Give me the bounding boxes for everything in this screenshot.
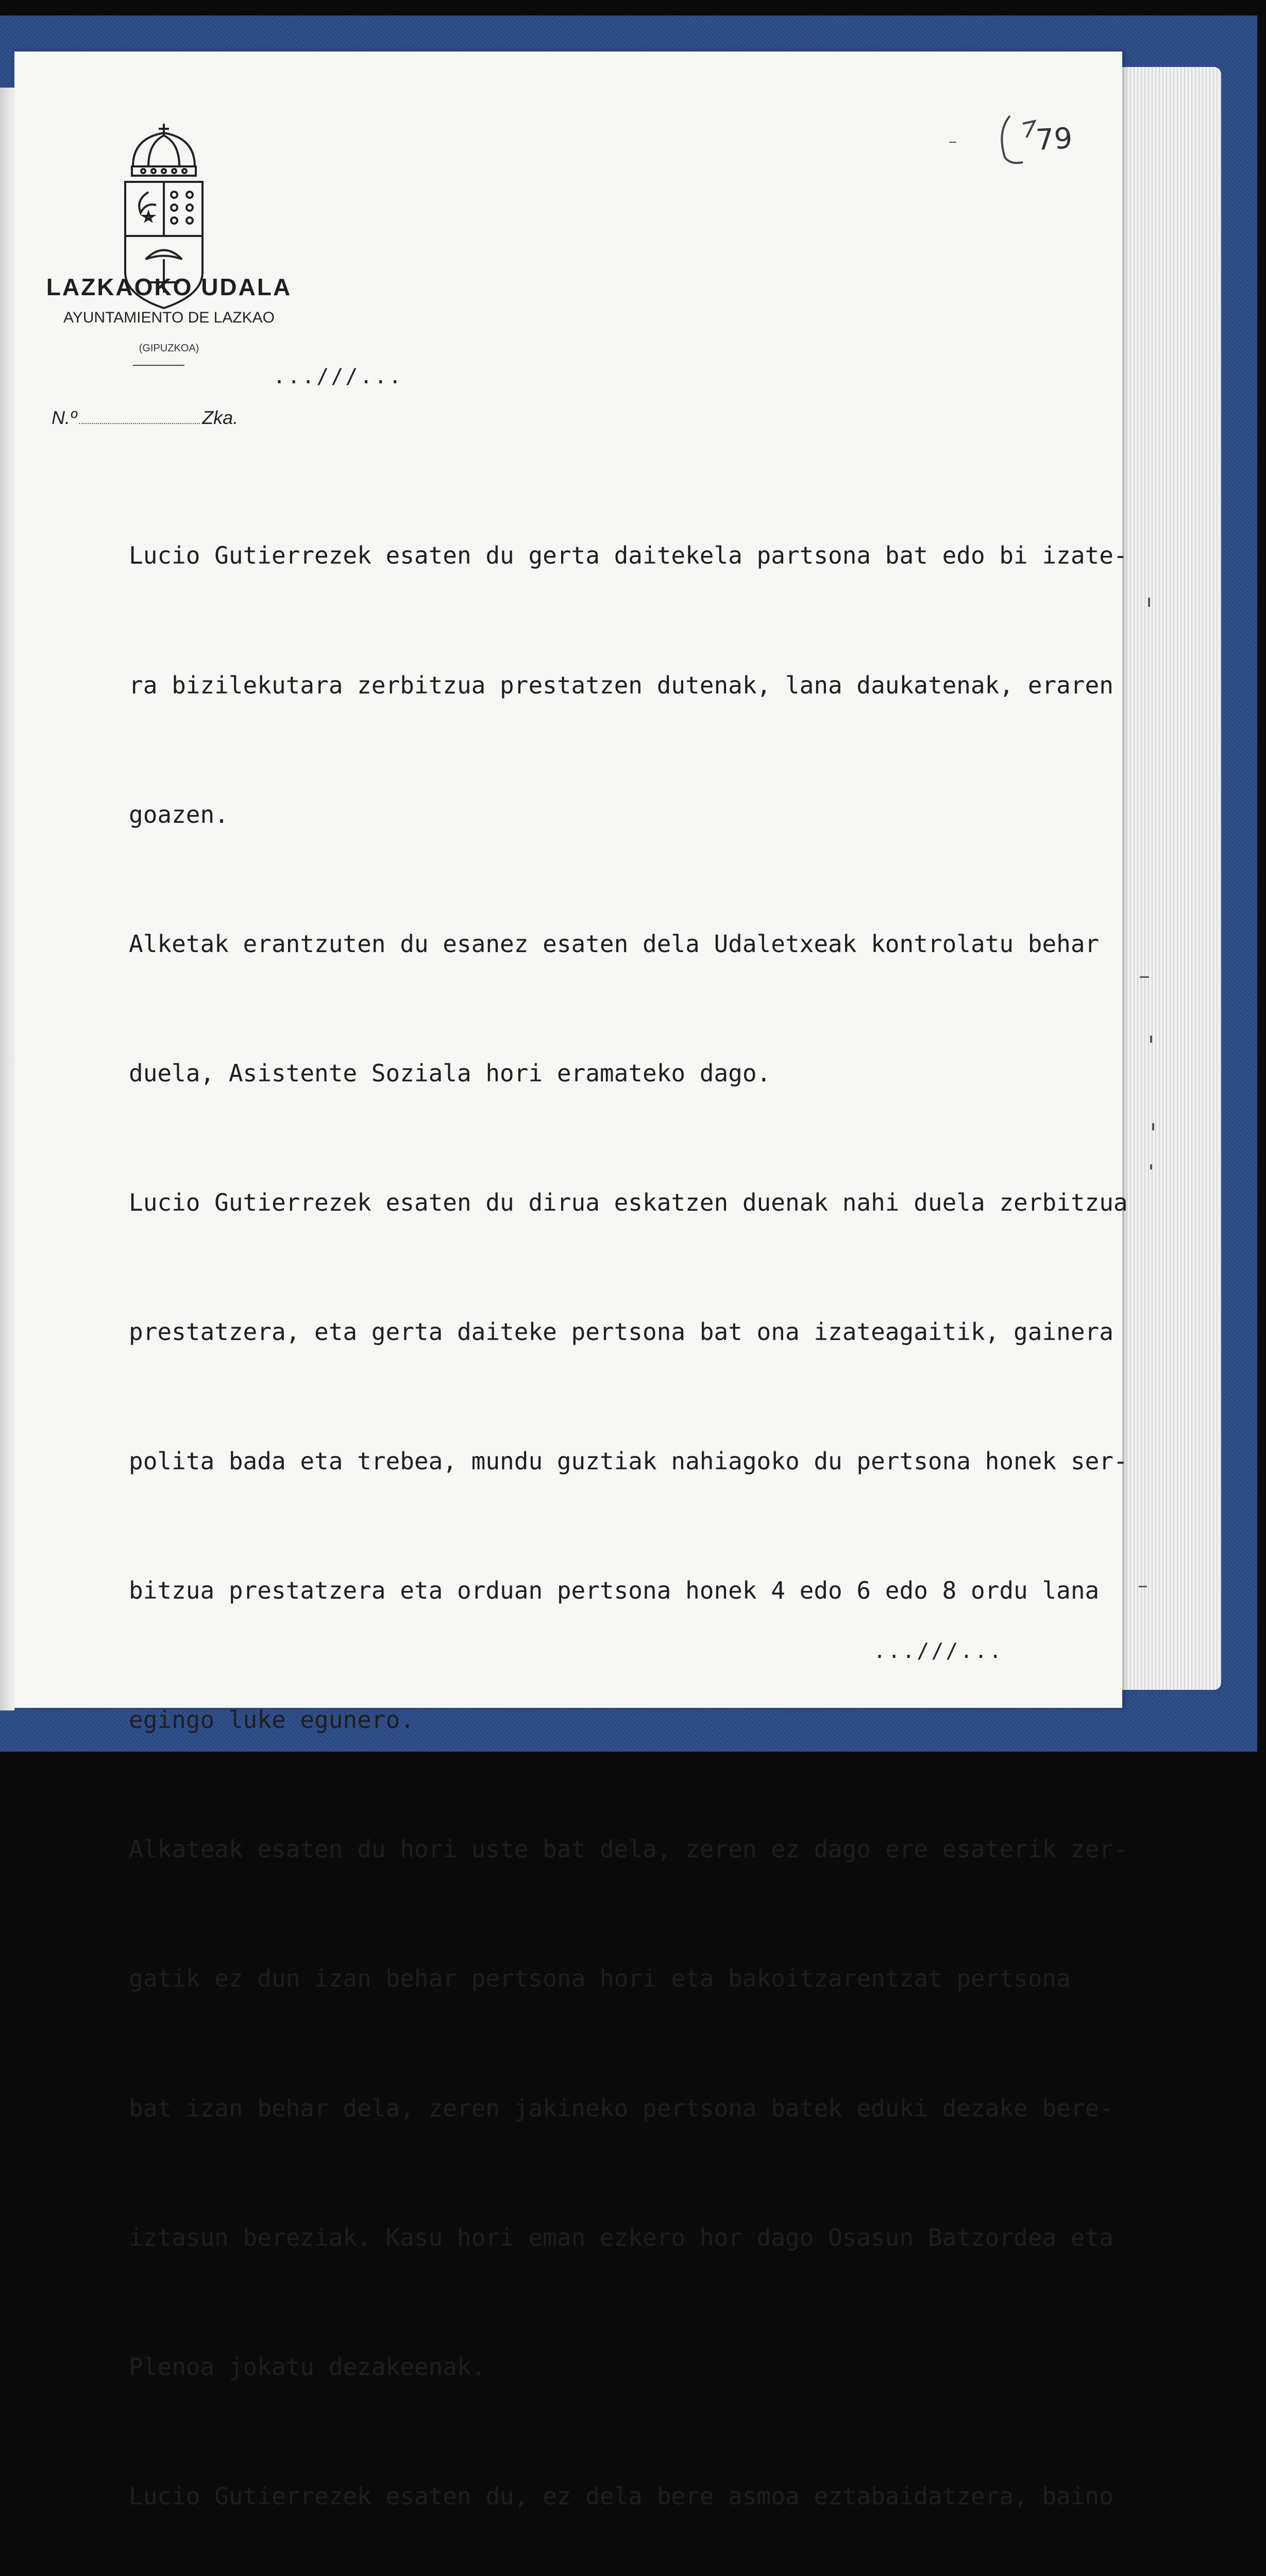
organization-subtitle: AYUNTAMIENTO DE LAZKAO [63,309,275,326]
organization-name: LAZKAOKO UDALA [46,274,292,300]
text-line: iztasun bereziak. Kasu hori eman ezkero hor dago Osasun Batzordea eta [129,2223,1113,2251]
facing-page-edge [0,88,14,1710]
header-divider [133,365,184,366]
text-line: Alketak erantzuten du esanez esaten dela Udaletxeak kontrolatu behar [129,929,1100,958]
handwritten-dash [949,142,956,143]
handwritten-page-number: 79 [1035,122,1073,157]
text-line: gatik ez dun izan behar pertsona hori eta bakoitzarentzat pertsona [129,1964,1071,1993]
document-number-field [52,407,238,429]
text-line: polita bada eta trebea, mundu guztiak nahiagoko du pertsona honek ser- [129,1447,1128,1476]
text-line: duela, Asistente Soziala hori eramateko dago. [129,1059,771,1087]
text-line: bitzua prestatzera eta orduan pertsona honek 4 edo 6 edo 8 ordu lana [129,1577,1100,1605]
text-line: ra bizilekutara zerbitzua prestatzen dutenak, lana daukatenak, eraren [129,671,1113,699]
text-line: egingo luke egunero. [129,1706,414,1734]
text-line: Lucio Gutierrezek esaten du dirua eskatzen duenak nahi duela zerbitzua [129,1188,1128,1216]
organization-province: (GIPUZKOA) [139,343,199,354]
number-blank-line [79,423,200,424]
number-label-left: N.º [52,407,77,428]
text-line: Lucio Gutierrezek esaten du, ez dela bere asmoa eztabaidatzera, baino [129,2482,1113,2510]
minutes-body-text [129,448,1139,2576]
text-line: Plenoa jokatu dezakeenak. [129,2352,486,2381]
continuation-mark-bottom: ...///... [873,1639,1004,1663]
text-line: prestatzera, eta gerta daiteke pertsona bat ona izateagaitik, gainera [129,1317,1113,1346]
continuation-mark-top: ...///... [273,365,403,388]
number-label-right: Zka. [202,407,239,428]
text-line: bat izan behar dela, zeren jakineko pertsona batek eduki dezake bere- [129,2094,1113,2122]
text-line: goazen. [129,800,229,828]
text-line: Alkateak esaten du hori uste bat dela, zeren ez dago ere esaterik zer- [129,1835,1128,1863]
text-line: Lucio Gutierrezek esaten du gerta daitekela partsona bat edo bi izate- [129,541,1128,570]
